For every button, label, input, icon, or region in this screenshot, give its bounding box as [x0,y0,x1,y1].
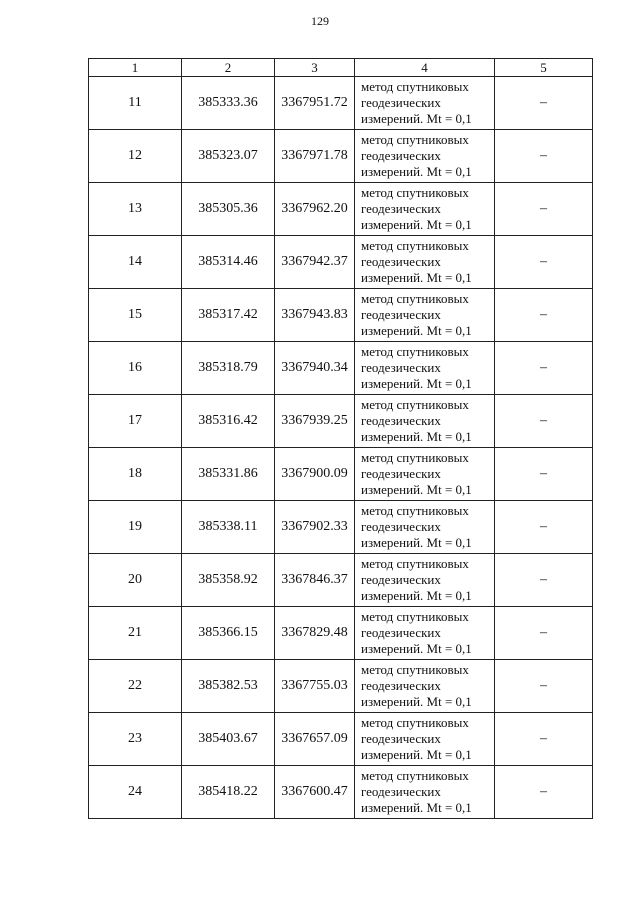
method-text-line: геодезических [361,307,441,322]
y-coordinate-cell: 3367942.37 [275,236,355,289]
x-coordinate-cell: 385316.42 [182,395,275,448]
y-coordinate-cell: 3367940.34 [275,342,355,395]
method-cell [355,766,495,819]
note-cell: – [495,501,593,554]
y-coordinate-cell: 3367943.83 [275,289,355,342]
point-number-cell: 22 [89,660,182,713]
method-text-line: метод спутниковых [361,344,469,359]
y-coordinate-cell: 3367755.03 [275,660,355,713]
y-coordinate-cell: 3367900.09 [275,448,355,501]
table-row [89,766,593,819]
table-row [89,501,593,554]
y-coordinate-cell: 3367902.33 [275,501,355,554]
method-text-line: измерений. Mt = 0,1 [361,800,472,815]
method-cell [355,342,495,395]
table-row [89,554,593,607]
x-coordinate-cell: 385323.07 [182,130,275,183]
point-number-cell: 24 [89,766,182,819]
note-cell: – [495,289,593,342]
y-coordinate-cell: 3367951.72 [275,77,355,130]
x-coordinate-cell: 385331.86 [182,448,275,501]
point-number-cell: 21 [89,607,182,660]
method-text-line: измерений. Mt = 0,1 [361,535,472,550]
table-row [89,289,593,342]
method-text-line: измерений. Mt = 0,1 [361,429,472,444]
x-coordinate-cell: 385318.79 [182,342,275,395]
table-row [89,342,593,395]
method-text-line: измерений. Mt = 0,1 [361,376,472,391]
y-coordinate-cell: 3367962.20 [275,183,355,236]
method-text-line: метод спутниковых [361,768,469,783]
point-number-cell: 20 [89,554,182,607]
method-text-line: геодезических [361,254,441,269]
header-row [89,59,593,77]
method-text-line: измерений. Mt = 0,1 [361,164,472,179]
y-coordinate-cell: 3367829.48 [275,607,355,660]
point-number-cell: 11 [89,77,182,130]
method-cell [355,660,495,713]
method-cell [355,236,495,289]
table-header [89,59,593,77]
method-cell [355,77,495,130]
method-text-line: геодезических [361,466,441,481]
y-coordinate-cell: 3367657.09 [275,713,355,766]
note-cell: – [495,554,593,607]
method-text-line: метод спутниковых [361,503,469,518]
method-text-line: метод спутниковых [361,556,469,571]
table-row [89,130,593,183]
method-text-line: геодезических [361,731,441,746]
method-text-line: измерений. Mt = 0,1 [361,694,472,709]
method-text-line: геодезических [361,413,441,428]
note-cell: – [495,448,593,501]
y-coordinate-cell: 3367600.47 [275,766,355,819]
point-number-cell: 13 [89,183,182,236]
note-cell: – [495,342,593,395]
method-text-line: геодезических [361,625,441,640]
note-cell: – [495,713,593,766]
point-number-cell: 18 [89,448,182,501]
method-text-line: геодезических [361,678,441,693]
method-text-line: измерений. Mt = 0,1 [361,482,472,497]
method-text-line: измерений. Mt = 0,1 [361,641,472,656]
note-cell: – [495,183,593,236]
method-text-line: метод спутниковых [361,715,469,730]
point-number-cell: 23 [89,713,182,766]
x-coordinate-cell: 385418.22 [182,766,275,819]
x-coordinate-cell: 385366.15 [182,607,275,660]
method-cell [355,448,495,501]
y-coordinate-cell: 3367971.78 [275,130,355,183]
method-text-line: измерений. Mt = 0,1 [361,588,472,603]
method-text-line: измерений. Mt = 0,1 [361,270,472,285]
method-cell [355,183,495,236]
method-text-line: метод спутниковых [361,662,469,677]
x-coordinate-cell: 385333.36 [182,77,275,130]
point-number-cell: 15 [89,289,182,342]
note-cell: – [495,77,593,130]
x-coordinate-cell: 385358.92 [182,554,275,607]
x-coordinate-cell: 385314.46 [182,236,275,289]
header-col-2: 2 [182,59,275,77]
x-coordinate-cell: 385403.67 [182,713,275,766]
method-text-line: метод спутниковых [361,238,469,253]
method-text-line: метод спутниковых [361,132,469,147]
method-text-line: измерений. Mt = 0,1 [361,217,472,232]
method-text-line: метод спутниковых [361,79,469,94]
note-cell: – [495,395,593,448]
table-row [89,713,593,766]
table-row [89,448,593,501]
method-text-line: геодезических [361,519,441,534]
method-text-line: метод спутниковых [361,185,469,200]
x-coordinate-cell: 385317.42 [182,289,275,342]
point-number-cell: 12 [89,130,182,183]
point-number-cell: 19 [89,501,182,554]
method-text-line: измерений. Mt = 0,1 [361,323,472,338]
table-row [89,395,593,448]
method-cell [355,554,495,607]
x-coordinate-cell: 385338.11 [182,501,275,554]
table-row [89,77,593,130]
table-row [89,236,593,289]
point-number-cell: 14 [89,236,182,289]
table-row [89,183,593,236]
method-text-line: измерений. Mt = 0,1 [361,111,472,126]
method-cell [355,713,495,766]
method-cell [355,130,495,183]
note-cell: – [495,236,593,289]
page-number: 129 [311,14,329,28]
header-col-5: 5 [495,59,593,77]
header-col-1: 1 [89,59,182,77]
method-text-line: метод спутниковых [361,450,469,465]
method-text-line: геодезических [361,360,441,375]
method-cell [355,289,495,342]
method-cell [355,395,495,448]
note-cell: – [495,660,593,713]
method-text-line: геодезических [361,572,441,587]
method-cell [355,607,495,660]
header-col-3: 3 [275,59,355,77]
coordinates-table [88,58,593,819]
method-text-line: измерений. Mt = 0,1 [361,747,472,762]
table-row [89,660,593,713]
point-number-cell: 17 [89,395,182,448]
table-row [89,607,593,660]
method-text-line: геодезических [361,95,441,110]
method-cell [355,501,495,554]
method-text-line: метод спутниковых [361,397,469,412]
note-cell: – [495,766,593,819]
method-text-line: геодезических [361,201,441,216]
method-text-line: метод спутниковых [361,609,469,624]
point-number-cell: 16 [89,342,182,395]
method-text-line: метод спутниковых [361,291,469,306]
table-body [89,77,593,819]
method-text-line: геодезических [361,148,441,163]
y-coordinate-cell: 3367846.37 [275,554,355,607]
x-coordinate-cell: 385382.53 [182,660,275,713]
note-cell: – [495,130,593,183]
method-text-line: геодезических [361,784,441,799]
x-coordinate-cell: 385305.36 [182,183,275,236]
note-cell: – [495,607,593,660]
header-col-4: 4 [355,59,495,77]
y-coordinate-cell: 3367939.25 [275,395,355,448]
